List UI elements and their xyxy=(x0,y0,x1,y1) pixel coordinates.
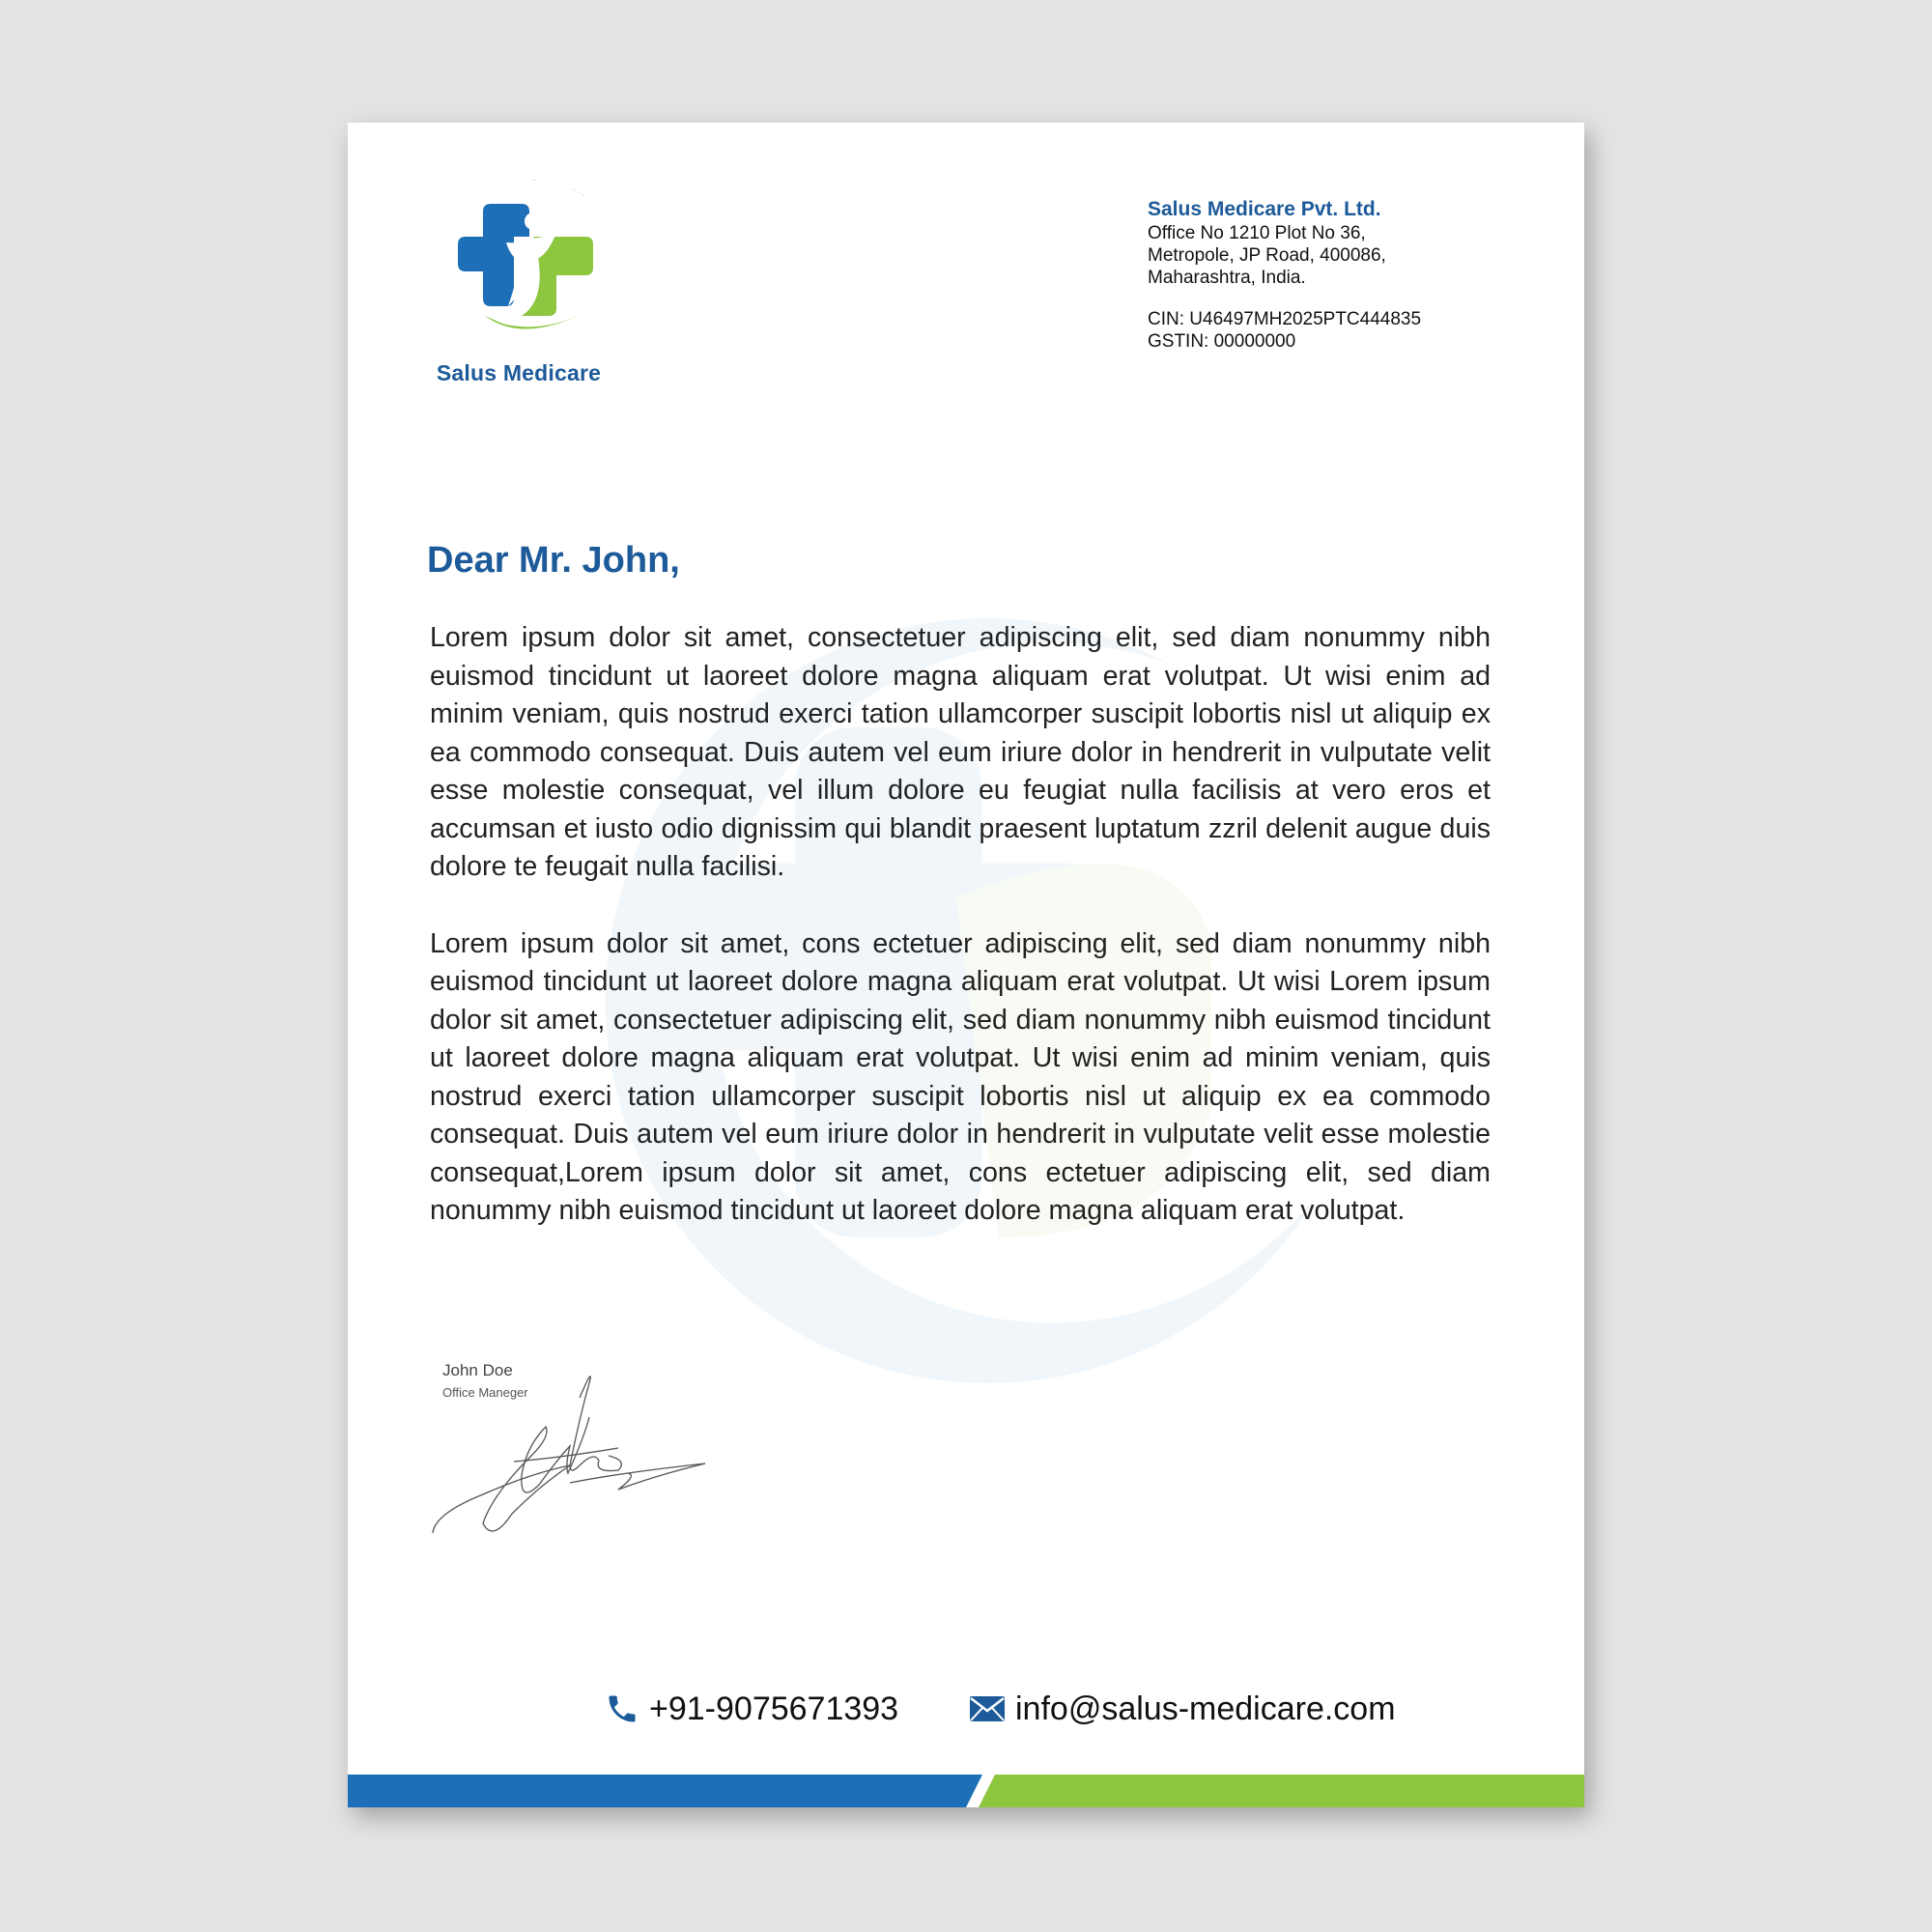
address-line-3: Maharashtra, India. xyxy=(1148,268,1306,288)
phone-number: +91-9075671393 xyxy=(649,1690,899,1727)
signatory-title: Office Maneger xyxy=(442,1385,528,1400)
footer-stripe xyxy=(348,1775,1584,1807)
company-name: Salus Medicare Pvt. Ltd. xyxy=(1148,198,1381,220)
contact-phone[interactable] xyxy=(605,1688,898,1730)
email-address: info@salus-medicare.com xyxy=(1015,1690,1396,1727)
company-details xyxy=(1148,198,1553,353)
letter-paragraph-1: Lorem ipsum dolor sit amet, consectetuer adipiscing elit, sed diam nonummy nibh euismod tincidunt ut laoreet dolore magna aliquam erat volutpat. Ut wisi enim ad minim veniam, quis nostrud exerci tation ullamcorper suscipit lobortis nisl ut aliquip ex ea commodo consequat. Duis autem vel eum iriure dolor in hendrerit in vulputate velit esse molestie consequat, vel illum dolore eu feugiat nulla facilisis at vero eros et accumsan et iusto odio dignissim qui blandit praesent luptatum zzril delenit augue duis dolore te feugait nulla facilisi. xyxy=(430,622,1491,882)
phone-icon xyxy=(605,1691,639,1726)
address-line-2: Metropole, JP Road, 400086, xyxy=(1148,245,1386,266)
address-line-1: Office No 1210 Plot No 36, xyxy=(1148,223,1366,243)
handwritten-signature xyxy=(425,1359,715,1543)
logo-text: Salus Medicare xyxy=(436,360,602,385)
logo-icon xyxy=(425,171,618,355)
contact-email[interactable] xyxy=(969,1688,1396,1730)
letterhead-page xyxy=(348,123,1584,1807)
gstin-number: GSTIN: 00000000 xyxy=(1148,331,1296,352)
signatory-name: John Doe xyxy=(442,1361,513,1379)
letter-paragraph-2: Lorem ipsum dolor sit amet, cons ectetuer adipiscing elit, sed diam nonummy nibh euismod tincidunt ut laoreet dolore magna aliquam erat volutpat. Ut wisi Lorem ipsum dolor sit amet, consectetuer adipiscing elit, sed diam nonummy nibh euismod tincidunt ut laoreet dolore magna aliquam erat volutpat. Ut wisi enim ad minim veniam, quis nostrud exerci tation ullamcorper suscipit lobortis nisl ut aliquip ex ea commodo consequat. Duis autem vel eum iriure dolor in hendrerit in vulputate velit esse molestie consequat,Lorem ipsum dolor sit amet, cons ectetuer adipiscing elit, sed diam nonummy nibh euismod tincidunt ut laoreet dolore magna aliquam erat volutpat. xyxy=(430,927,1491,1226)
cin-number: CIN: U46497MH2025PTC444835 xyxy=(1148,309,1422,329)
envelope-icon xyxy=(969,1695,1006,1722)
letter-greeting: Dear Mr. John, xyxy=(427,540,680,581)
letter-body xyxy=(430,619,1491,1269)
